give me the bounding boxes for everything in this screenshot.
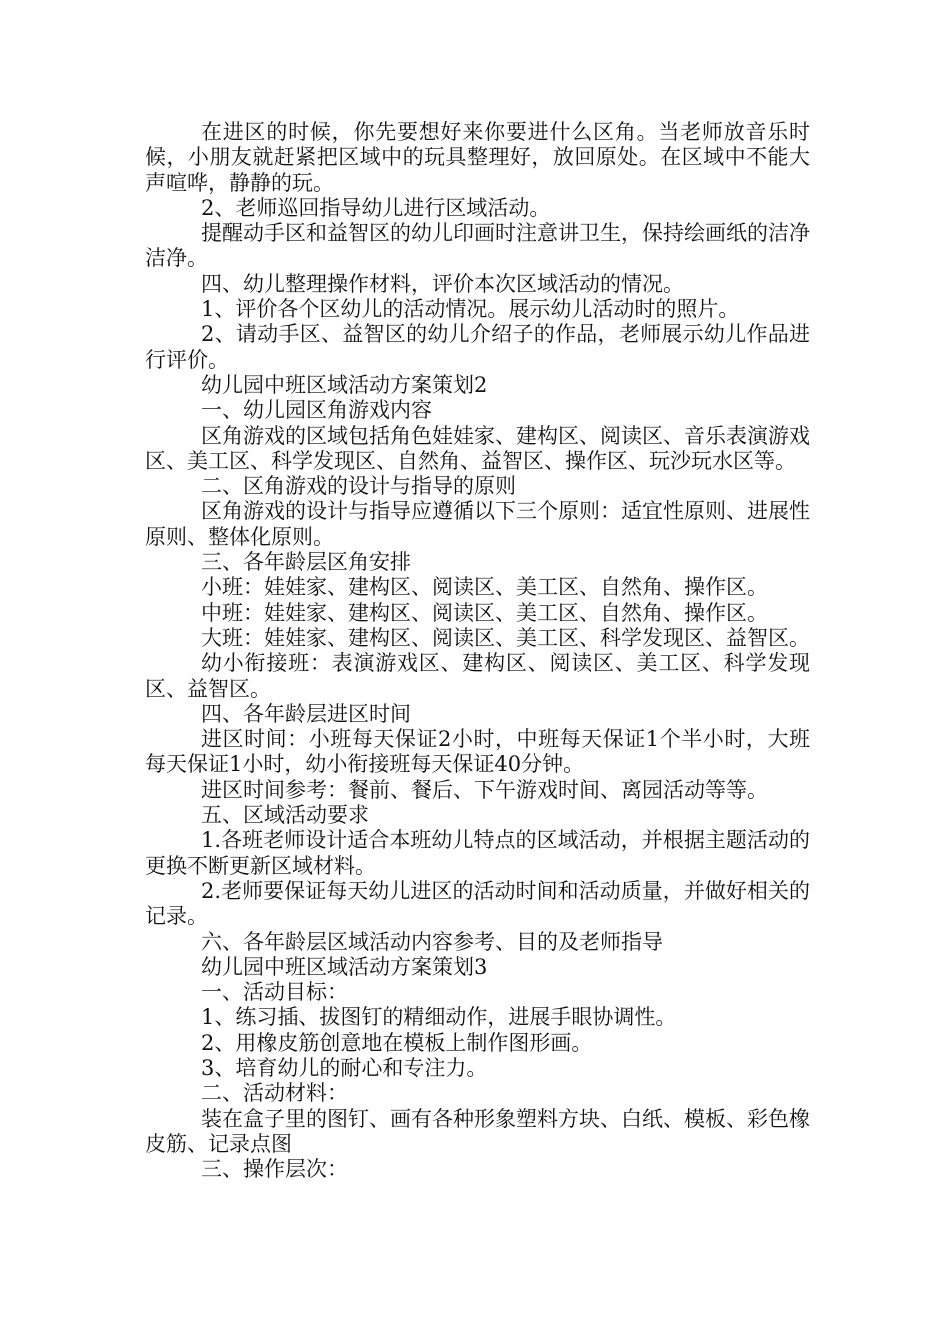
- paragraph: 大班：娃娃家、建构区、阅读区、美工区、科学发现区、益智区。: [201, 625, 810, 650]
- paragraph: 3、培育幼儿的耐心和专注力。: [201, 1055, 488, 1080]
- section-title: 幼儿园中班区域活动方案策划2: [201, 372, 488, 397]
- document-body: [145, 120, 810, 1182]
- paragraph: 提醒动手区和益智区的幼儿印画时注意讲卫生，保持绘画纸的洁净洁净。: [145, 221, 810, 271]
- paragraph: 中班：娃娃家、建构区、阅读区、美工区、自然角、操作区。: [201, 600, 768, 625]
- paragraph: 1.各班老师设计适合本班幼儿特点的区域活动，并根据主题活动的更换不断更新区域材料。: [145, 828, 810, 878]
- paragraph: 小班：娃娃家、建构区、阅读区、美工区、自然角、操作区。: [201, 575, 768, 600]
- paragraph: 区角游戏的设计与指导应遵循以下三个原则：适宜性原则、进展性原则、整体化原则。: [145, 499, 810, 549]
- paragraph: 进区时间参考：餐前、餐后、下午游戏时间、离园活动等等。: [201, 777, 768, 802]
- paragraph: 2、老师巡回指导幼儿进行区域活动。: [201, 195, 551, 220]
- paragraph: 1、评价各个区幼儿的活动情况。展示幼儿活动时的照片。: [201, 297, 740, 322]
- heading: 一、幼儿园区角游戏内容: [201, 398, 432, 423]
- paragraph: 2、请动手区、益智区的幼儿介绍子的作品，老师展示幼儿作品进行评价。: [145, 322, 810, 372]
- paragraph: 2、用橡皮筋创意地在模板上制作图形画。: [201, 1030, 593, 1055]
- paragraph: 装在盒子里的图钉、画有各种形象塑料方块、白纸、模板、彩色橡皮筋、记录点图: [145, 1106, 810, 1156]
- heading: 五、区域活动要求: [201, 803, 369, 828]
- paragraph: 2.老师要保证每天幼儿进区的活动时间和活动质量，并做好相关的记录。: [145, 878, 810, 929]
- heading: 三、操作层次：: [201, 1157, 348, 1182]
- section-title: 幼儿园中班区域活动方案策划3: [201, 954, 488, 979]
- paragraph: 幼小衔接班：表演游戏区、建构区、阅读区、美工区、科学发现区、益智区。: [145, 651, 810, 701]
- paragraph: 在进区的时候，你先要想好来你要进什么区角。当老师放音乐时候，小朋友就赶紧把区域中的玩具整理好，放回原处。在区域中不能大声喧哗，静静的玩。: [145, 120, 810, 195]
- heading: 三、各年龄层区角安排: [201, 550, 411, 575]
- paragraph: 区角游戏的区域包括角色娃娃家、建构区、阅读区、音乐表演游戏区、美工区、科学发现区、自然角、益智区、操作区、玩沙玩水区等。: [145, 423, 810, 473]
- paragraph: 进区时间：小班每天保证2小时，中班每天保证1个半小时，大班每天保证1小时，幼小衔接班每天保证40分钟。: [145, 727, 810, 777]
- heading: 一、活动目标：: [201, 980, 348, 1005]
- paragraph: 四、幼儿整理操作材料，评价本次区域活动的情况。: [201, 271, 684, 296]
- paragraph: 1、练习插、拔图钉的精细动作，进展手眼协调性。: [201, 1005, 677, 1030]
- heading: 六、各年龄层区域活动内容参考、目的及老师指导: [201, 929, 663, 954]
- heading: 二、活动材料：: [201, 1081, 348, 1106]
- heading: 四、各年龄层进区时间: [201, 701, 411, 726]
- heading: 二、区角游戏的设计与指导的原则: [201, 474, 516, 499]
